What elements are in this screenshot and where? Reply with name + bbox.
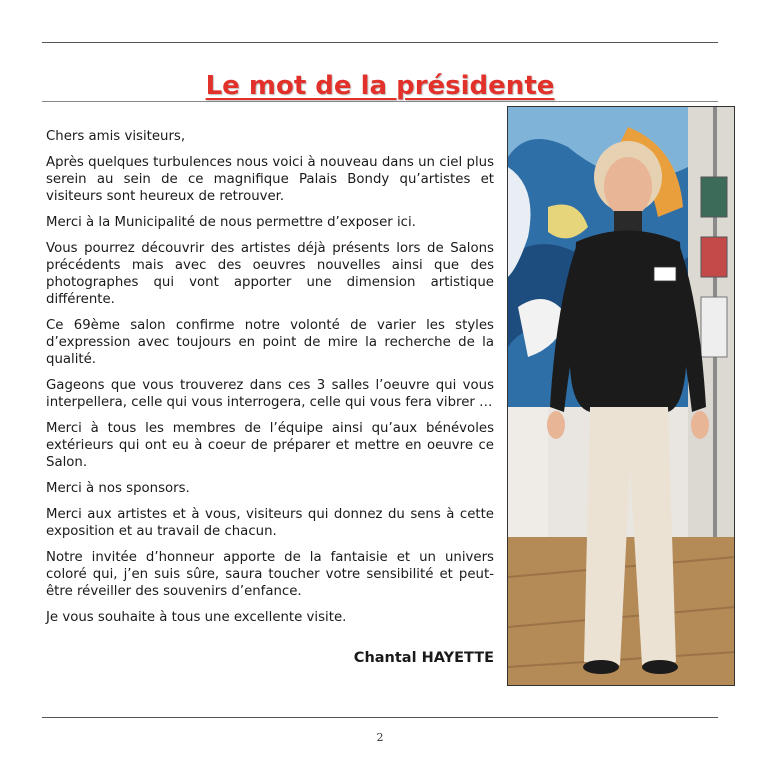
paragraph: Merci à nos sponsors. — [46, 480, 190, 496]
footer-rule — [42, 717, 718, 718]
paragraph: Merci à la Municipalité de nous permettre d’exposer ici. — [46, 214, 416, 230]
paragraph: Ce 69ème salon confirme notre volonté de varier les styles d’expression avec toujours en point de mire la recherche de la qualité. — [46, 317, 494, 368]
page-title: Le mot de la présidente — [205, 71, 555, 102]
president-photo — [507, 106, 735, 686]
paragraph: Notre invitée d’honneur apporte de la fantaisie et un univers coloré qui, j’en suis sûre, saura toucher votre sensibilité et peut-être réveiller des souvenirs d’enfance. — [46, 549, 494, 599]
header-top-rule — [42, 42, 718, 43]
signature: Chantal HAYETTE — [353, 650, 494, 666]
paragraph: Je vous souhaite à tous une excellente visite. — [46, 609, 347, 625]
page-number: 2 — [376, 731, 384, 744]
paragraph: Vous pourrez découvrir des artistes déjà présents lors de Salons précédents mais avec des oeuvres nouvelles ainsi que des photographes qui vont apporter une dimension artistique différente. — [46, 240, 494, 308]
paragraph: Merci à tous les membres de l’équipe ainsi qu’aux bénévoles extérieurs qui ont eu à coeur de préparer et mettre en oeuvre ce Salon. — [46, 420, 494, 471]
paragraph: Gageons que vous trouverez dans ces 3 salles l’oeuvre qui vous interpellera, celle qui vous interrogera, celle qui vous fera vibrer … — [46, 377, 494, 411]
paragraph: Merci aux artistes et à vous, visiteurs qui donnez du sens à cette exposition et au travail de chacun. — [46, 506, 494, 539]
paragraph: Après quelques turbulences nous voici à nouveau dans un ciel plus serein au sein de ce magnifique Palais Bondy qu’artistes et visiteurs sont heureux de retrouver. — [46, 154, 494, 205]
paragraph: Chers amis visiteurs, — [46, 129, 186, 144]
header-bottom-rule — [42, 101, 718, 102]
letter-body — [46, 128, 494, 634]
